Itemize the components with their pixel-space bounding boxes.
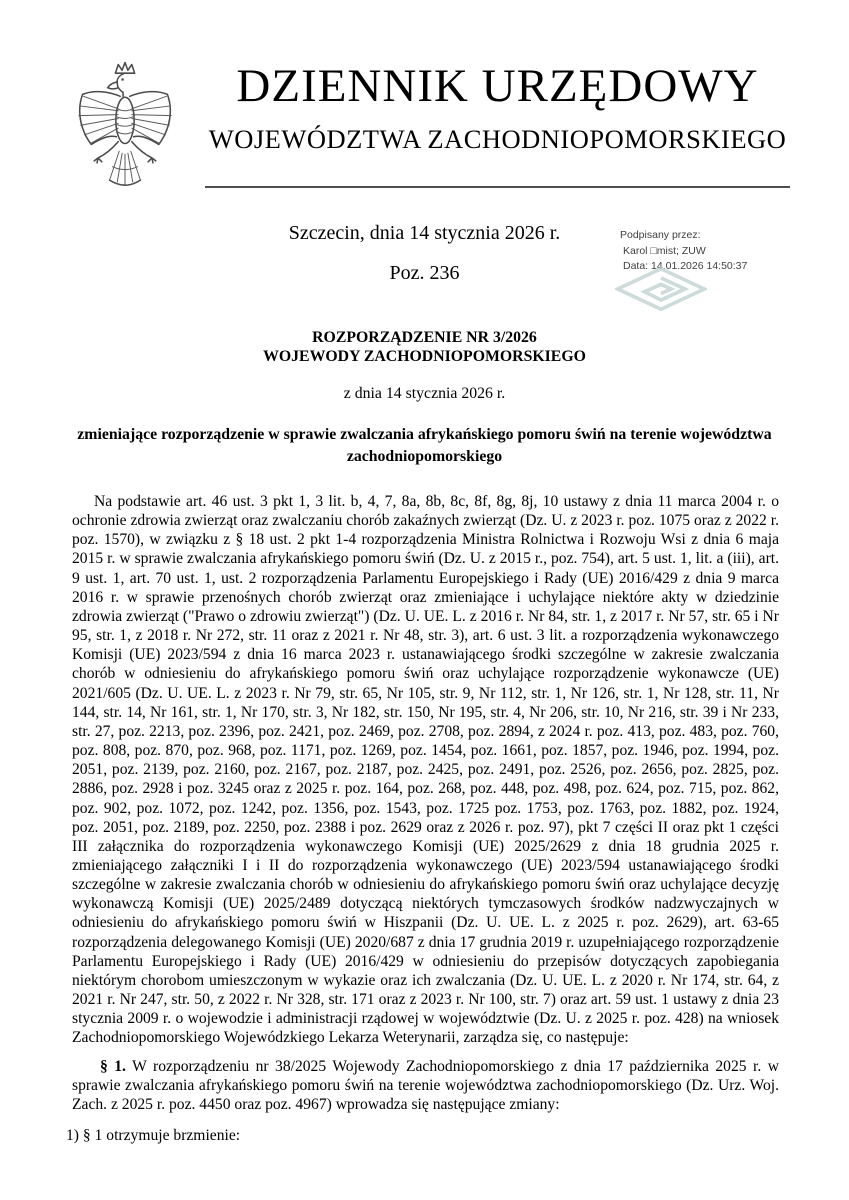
paragraph-1-label: § 1. — [100, 1057, 126, 1075]
legal-preamble: Na podstawie art. 46 ust. 3 pkt 1, 3 lit. b, 4, 7, 8a, 8b, 8c, 8f, 8g, 8j, 10 ustawy z dnia 11 marca 2004 r. o ochronie zdrowia zwierząt oraz zwalczaniu chorób zakaźnych zwierząt (Dz. U. z 2023 r. poz. 1075 oraz z 2022 r. poz. 1570), w związku z § 18 ust. 2 pkt 1-4 rozporządzenia Ministra Rolnictwa i Rozwoju Wsi z dnia 6 maja 2015 r. w sprawie zwalczania afrykańskiego pomoru świń (Dz. U. z 2015 r., poz. 754), art. 5 ust. 1, lit. a (iii), art. 9 ust. 1, art. 70 ust. 1, ust. 2 rozporządzenia Parlamentu Europejskiego i Rady (UE) 2016/429 z dnia 9 marca 2016 r. w sprawie przenośnych chorób zwierząt oraz zmieniające i uchylające niektóre akty w dziedzinie zdrowia zwierząt ("Prawo o zdrowiu zwierząt") (Dz. U. UE. L. z 2016 r. Nr 84, str. 1, z 2017 r. Nr 57, str. 65 i Nr 95, str. 1, z 2018 r. Nr 272, str. 11 oraz z 2021 r. Nr 48, str. 3), art. 6 ust. 3 lit. a rozporządzenia wykonawczego Komisji (UE) 2023/594 z dnia 16 marca 2023 r. ustanawiającego środki szczególne w zakresie zwalczania chorób w odniesieniu do afrykańskiego pomoru świń oraz uchylające rozporządzenie wykonawcze (UE) 2021/605 (Dz. U. UE. L. z 2023 r. Nr 79, str. 65, Nr 105, str. 9, Nr 112, str. 1, Nr 126, str. 1, Nr 128, str. 11, Nr 144, str. 14, Nr 161, str. 1, Nr 170, str. 3, Nr 182, str. 150, Nr 195, str. 4, Nr 206, str. 10, Nr 216, str. 39 i Nr 233, str. 27, poz. 2213, poz. 2396, poz. 2421, poz. 2469, poz. 2708, poz. 2894, z 2024 r. poz. 413, poz. 483, poz. 760, poz. 808, poz. 870, poz. 968, poz. 1171, poz. 1269, poz. 1454, poz. 1661, poz. 1857, poz. 1946, poz. 1994, poz. 2051, poz. 2139, poz. 2160, poz. 2167, poz. 2187, poz. 2425, poz. 2491, poz. 2526, poz. 2656, poz. 2825, poz. 2886, poz. 2928 i poz. 3245 oraz z 2025 r. poz. 164, poz. 268, poz. 448, poz. 498, poz. 624, poz. 715, poz. 862, poz. 902, poz. 1072, poz. 1242, poz. 1356, poz. 1543, poz. 1725 poz. 1753, poz. 1763, poz. 1882, poz. 1924, poz. 2051, poz. 2189, poz. 2250, poz. 2388 i poz. 2629 oraz z 2026 r. poz. 97), pkt 7 części II oraz pkt 1 części III załącznika do rozporządzenia wykonawczego Komisji (UE) 2025/2629 z dnia 18 grudnia 2025 r. zmieniającego załączniki I i II do rozporządzenia wykonawczego (UE) 2023/594 ustanawiającego środki szczególne w zakresie zwalczania chorób w odniesieniu do afrykańskiego pomoru świń oraz uchylające decyzję wykonawczą Komisji (UE) 2025/2489 dotyczącą niektórych tymczasowych środków nadzwyczajnych w odniesieniu do afrykańskiego pomoru świń w Hiszpanii (Dz. U. UE. L. z 2025 r. poz. 2629), art. 63-65 rozporządzenia delegowanego Komisji (UE) 2020/687 z dnia 17 grudnia 2019 r. uzupełniającego rozporządzenie Parlamentu Europejskiego i Rady (UE) 2016/429 w odniesieniu do przepisów dotyczących zapobiegania niektórym chorobom umieszczonym w wykazie oraz ich zwalczania (Dz. U. UE. L. z 2020 r. Nr 174, str. 64, z 2021 r. Nr 247, str. 50, z 2022 r. Nr 328, str. 171 oraz z 2023 r. Nr 100, str. 7) oraz art. 59 ust. 1 ustawy z dnia 23 stycznia 2009 r. o wojewodzie i administracji rządowej w województwie (Dz. U. z 2025 r. poz. 428) na wniosek Zachodniopomorskiego Wojewódzkiego Lekarza Weterynarii, zarządza się, co następuje: — [72, 493, 779, 1047]
act-title-line1: ROZPORZĄDZENIE NR 3/2026 — [312, 329, 537, 346]
polish-eagle-icon — [72, 58, 178, 204]
position-number: Poz. 236 — [389, 262, 460, 284]
signed-by-label: Podpisany przez: — [620, 229, 701, 241]
masthead — [205, 60, 790, 155]
act-title — [0, 329, 849, 366]
paragraph-1-text: W rozporządzeniu nr 38/2025 Wojewody Zachodniopomorskiego z dnia 17 października 2025 r. w sprawie zwalczania afrykańskiego pomoru świń na terenie województwa zachodniopomorskiego (Dz. Urz. Woj. Zach. z 2025 r. poz. 4450 oraz poz. 4967) wprowadza się następujące zmiany: — [72, 1057, 779, 1113]
polish-eagle-emblem-icon — [72, 58, 178, 204]
masthead-divider — [205, 186, 790, 188]
amendment-item-1: 1) § 1 otrzymuje brzmienie: — [66, 1127, 241, 1144]
gazette-subtitle: WOJEWÓDZTWA ZACHODNIOPOMORSKIEGO — [208, 123, 787, 154]
signature-date: Data: 14.01.2026 14:50:37 — [623, 260, 748, 272]
paragraph-1 — [72, 1057, 779, 1114]
signer-name: Karol □mist; ZUW — [623, 244, 706, 257]
act-date: z dnia 14 stycznia 2026 r. — [343, 385, 506, 402]
place-date-line: Szczecin, dnia 14 stycznia 2026 r. — [288, 222, 561, 244]
diamond-seal-icon — [615, 266, 707, 312]
act-title-line2: WOJEWODY ZACHODNIOPOMORSKIEGO — [263, 347, 586, 365]
gazette-title: DZIENNIK URZĘDOWY — [236, 60, 759, 112]
act-subject: zmieniające rozporządzenie w sprawie zwalczania afrykańskiego pomoru świń na terenie województwa zachodniopomorskiego — [77, 426, 772, 465]
act-body — [66, 492, 779, 1145]
